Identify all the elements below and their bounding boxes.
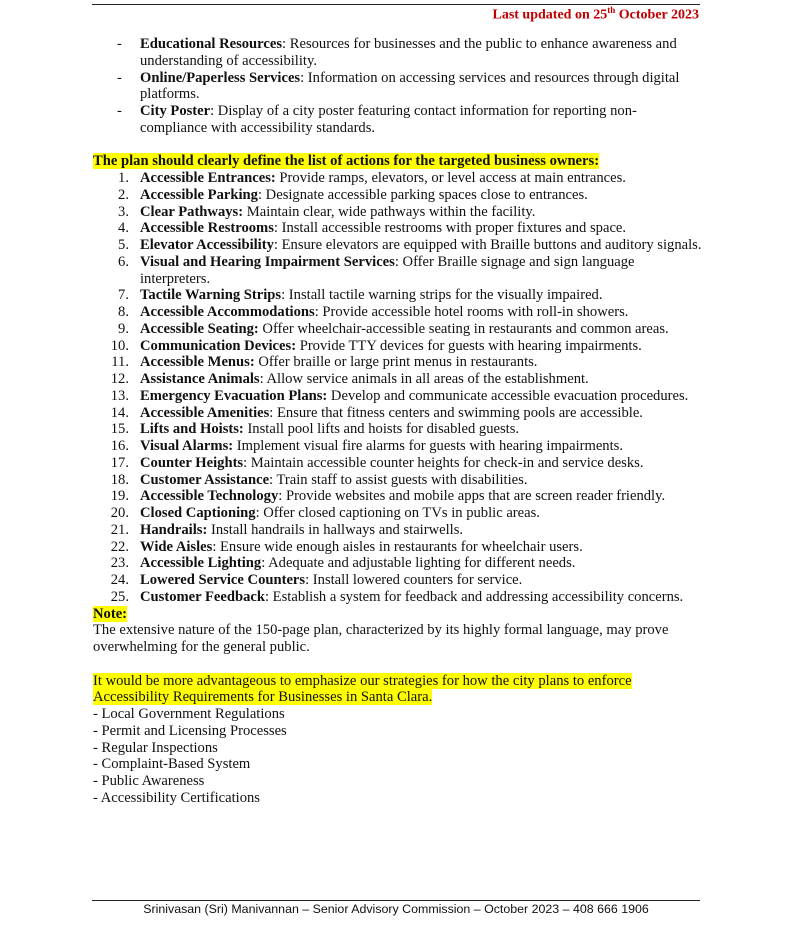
item-title: Accessible Entrances:: [140, 170, 276, 186]
item-number: 2.: [118, 186, 129, 203]
item-number: 15.: [110, 421, 129, 438]
item-text: : Install accessible restrooms with proper fixtures and space.: [273, 220, 627, 237]
item-number: 18.: [110, 471, 129, 488]
list-item: [93, 287, 703, 304]
item-text: : Ensure elevators are equipped with Braille buttons and auditory signals.: [273, 237, 702, 253]
item-text: : Maintain accessible counter heights for check-in and service desks.: [243, 454, 644, 471]
list-item: [93, 371, 703, 388]
list-item: [93, 354, 703, 371]
item-text: : Establish a system for feedback and addressing accessibility concerns.: [264, 588, 684, 605]
list-item: [93, 321, 703, 338]
item-title: Educational Resources: [140, 36, 283, 52]
item-title: Accessible Parking: [140, 186, 258, 203]
item-title: Closed Captioning: [140, 505, 256, 521]
action-list: [93, 170, 703, 606]
strategy-item: - Accessibility Certifications: [93, 789, 260, 806]
item-title: Wide Aisles: [140, 538, 213, 555]
item-title: Online/Paperless Services: [140, 69, 301, 86]
list-item: [93, 555, 703, 572]
item-title: Elevator Accessibility: [140, 237, 274, 253]
item-text: : Install tactile warning strips for the visually impaired.: [281, 287, 603, 304]
strategy-heading: It would be more advantageous to emphasize our strategies for how the city plans to enforce Accessibility Requirements for Businesses in Santa Clara.: [93, 672, 632, 706]
item-number: 19.: [110, 488, 129, 505]
item-text: : Designate accessible parking spaces close to entrances.: [257, 186, 588, 203]
strategy-list: [93, 706, 703, 807]
bullet-marker: -: [117, 36, 122, 52]
list-item: [93, 421, 703, 438]
item-number: 17.: [110, 454, 129, 471]
item-text: : Resources for businesses and the public to enhance awareness and understanding of accessibility.: [140, 36, 677, 69]
item-text: : Train staff to assist guests with disabilities.: [269, 471, 528, 488]
item-number: 1.: [118, 170, 129, 186]
item-title: Assistance Animals: [140, 371, 260, 387]
item-number: 3.: [118, 203, 129, 220]
strategy-item: - Public Awareness: [93, 773, 205, 789]
list-item: [93, 589, 703, 606]
item-number: 8.: [118, 304, 129, 320]
list-item: [93, 304, 703, 321]
list-item: [93, 405, 703, 422]
item-title: Accessible Accommodations: [140, 304, 315, 320]
list-item: [93, 438, 703, 455]
item-title: Accessible Lighting: [140, 555, 262, 572]
item-title: Visual and Hearing Impairment Services: [140, 253, 395, 270]
list-item: [93, 522, 703, 539]
document-body: [93, 36, 703, 807]
strategy-item: - Permit and Licensing Processes: [93, 722, 287, 739]
item-number: 10.: [110, 337, 129, 354]
footer: Srinivasan (Sri) Manivannan – Senior Advisory Commission – October 2023 – 408 666 1906: [143, 902, 649, 916]
item-text: Implement visual fire alarms for guests with hearing impairments.: [233, 438, 623, 454]
list-item: [93, 488, 703, 505]
item-number: 5.: [118, 237, 129, 253]
item-text: Develop and communicate accessible evacuation procedures.: [327, 387, 689, 404]
item-text: : Display of a city poster featuring contact information for reporting non-compliance with accessibility standards.: [140, 103, 637, 136]
item-text: : Offer closed captioning on TVs in public areas.: [255, 505, 540, 521]
list-item: [93, 388, 703, 405]
item-text: : Adequate and adjustable lighting for different needs.: [261, 555, 576, 572]
list-item: [93, 455, 703, 472]
item-number: 25.: [110, 588, 129, 605]
strategy-item: - Regular Inspections: [93, 739, 218, 756]
item-text: : Offer Braille signage and sign language interpreters.: [140, 253, 635, 287]
item-text: Offer braille or large print menus in restaurants.: [254, 354, 538, 371]
item-title: Clear Pathways:: [140, 203, 244, 220]
updated-sup: th: [607, 5, 616, 15]
item-text: : Information on accessing services and resources through digital platforms.: [140, 69, 680, 103]
item-title: Accessible Menus:: [140, 354, 255, 371]
item-title: Accessible Seating:: [140, 320, 259, 337]
item-text: Provide TTY devices for guests with hearing impairments.: [296, 337, 642, 354]
note-text: The extensive nature of the 150-page plan, characterized by its highly formal language, may prove overwhelming for the general public.: [93, 622, 669, 655]
list-item: [93, 103, 703, 137]
item-number: 20.: [110, 505, 129, 521]
item-text: : Allow service animals in all areas of the establishment.: [259, 371, 589, 387]
list-item: [93, 472, 703, 489]
item-number: 22.: [110, 538, 129, 555]
item-number: 6.: [118, 253, 129, 270]
item-text: : Ensure that fitness centers and swimming pools are accessible.: [269, 404, 643, 421]
item-text: : Provide websites and mobile apps that are screen reader friendly.: [278, 488, 666, 505]
item-number: 14.: [110, 404, 129, 421]
bullet-marker: -: [117, 69, 122, 86]
item-text: Provide ramps, elevators, or level access at main entrances.: [275, 170, 626, 186]
list-item: [93, 204, 703, 221]
list-item: [93, 237, 703, 254]
list-item: [93, 254, 703, 288]
item-text: Maintain clear, wide pathways within the facility.: [243, 203, 536, 220]
plan-heading: The plan should clearly define the list of actions for the targeted business owners:: [93, 153, 600, 170]
item-title: Lifts and Hoists:: [140, 421, 244, 438]
item-title: Accessible Restrooms: [140, 220, 274, 237]
item-number: 16.: [110, 438, 129, 454]
list-item: [93, 539, 703, 556]
item-number: 23.: [110, 555, 129, 572]
item-number: 7.: [118, 287, 129, 304]
item-title: Counter Heights: [140, 454, 244, 471]
list-item: [93, 36, 703, 70]
list-item: [93, 187, 703, 204]
item-title: Handrails:: [140, 521, 208, 538]
item-number: 13.: [110, 387, 129, 404]
strategy-item: - Complaint-Based System: [93, 756, 251, 773]
item-title: Emergency Evacuation Plans:: [140, 387, 328, 404]
item-number: 9.: [118, 320, 129, 337]
updated-text: Last updated on 25: [492, 7, 608, 23]
item-text: Install pool lifts and hoists for disabled guests.: [243, 421, 520, 438]
item-title: Communication Devices:: [140, 337, 297, 354]
item-title: Lowered Service Counters: [140, 572, 306, 588]
list-item: [93, 220, 703, 237]
bullet-marker: -: [117, 103, 122, 119]
item-title: Tactile Warning Strips: [140, 287, 282, 304]
list-item: [93, 338, 703, 355]
strategy-item: - Local Government Regulations: [93, 706, 285, 722]
item-text: Install handrails in hallways and stairwells.: [207, 521, 464, 538]
item-title: Customer Assistance: [140, 471, 270, 488]
list-item: [93, 505, 703, 522]
item-number: 11.: [111, 354, 129, 371]
updated-date: October 2023: [615, 7, 699, 23]
item-text: : Install lowered counters for service.: [305, 572, 523, 588]
item-number: 24.: [110, 572, 129, 588]
item-text: : Ensure wide enough aisles in restaurants for wheelchair users.: [212, 538, 583, 555]
item-title: Accessible Technology: [140, 488, 279, 505]
list-item: [93, 70, 703, 104]
item-text: : Provide accessible hotel rooms with roll-in showers.: [314, 304, 629, 320]
item-title: City Poster: [140, 103, 211, 119]
item-title: Accessible Amenities: [140, 404, 270, 421]
item-number: 12.: [110, 371, 129, 387]
item-title: Visual Alarms:: [140, 438, 234, 454]
item-title: Customer Feedback: [140, 588, 265, 605]
item-number: 4.: [118, 220, 129, 237]
footer-rule: [92, 900, 700, 901]
item-number: 21.: [110, 521, 129, 538]
note-label: Note:: [93, 605, 128, 622]
resource-list: [93, 36, 703, 137]
list-item: [93, 170, 703, 187]
item-text: Offer wheelchair-accessible seating in restaurants and common areas.: [258, 320, 669, 337]
last-updated: [492, 5, 699, 24]
list-item: [93, 572, 703, 589]
